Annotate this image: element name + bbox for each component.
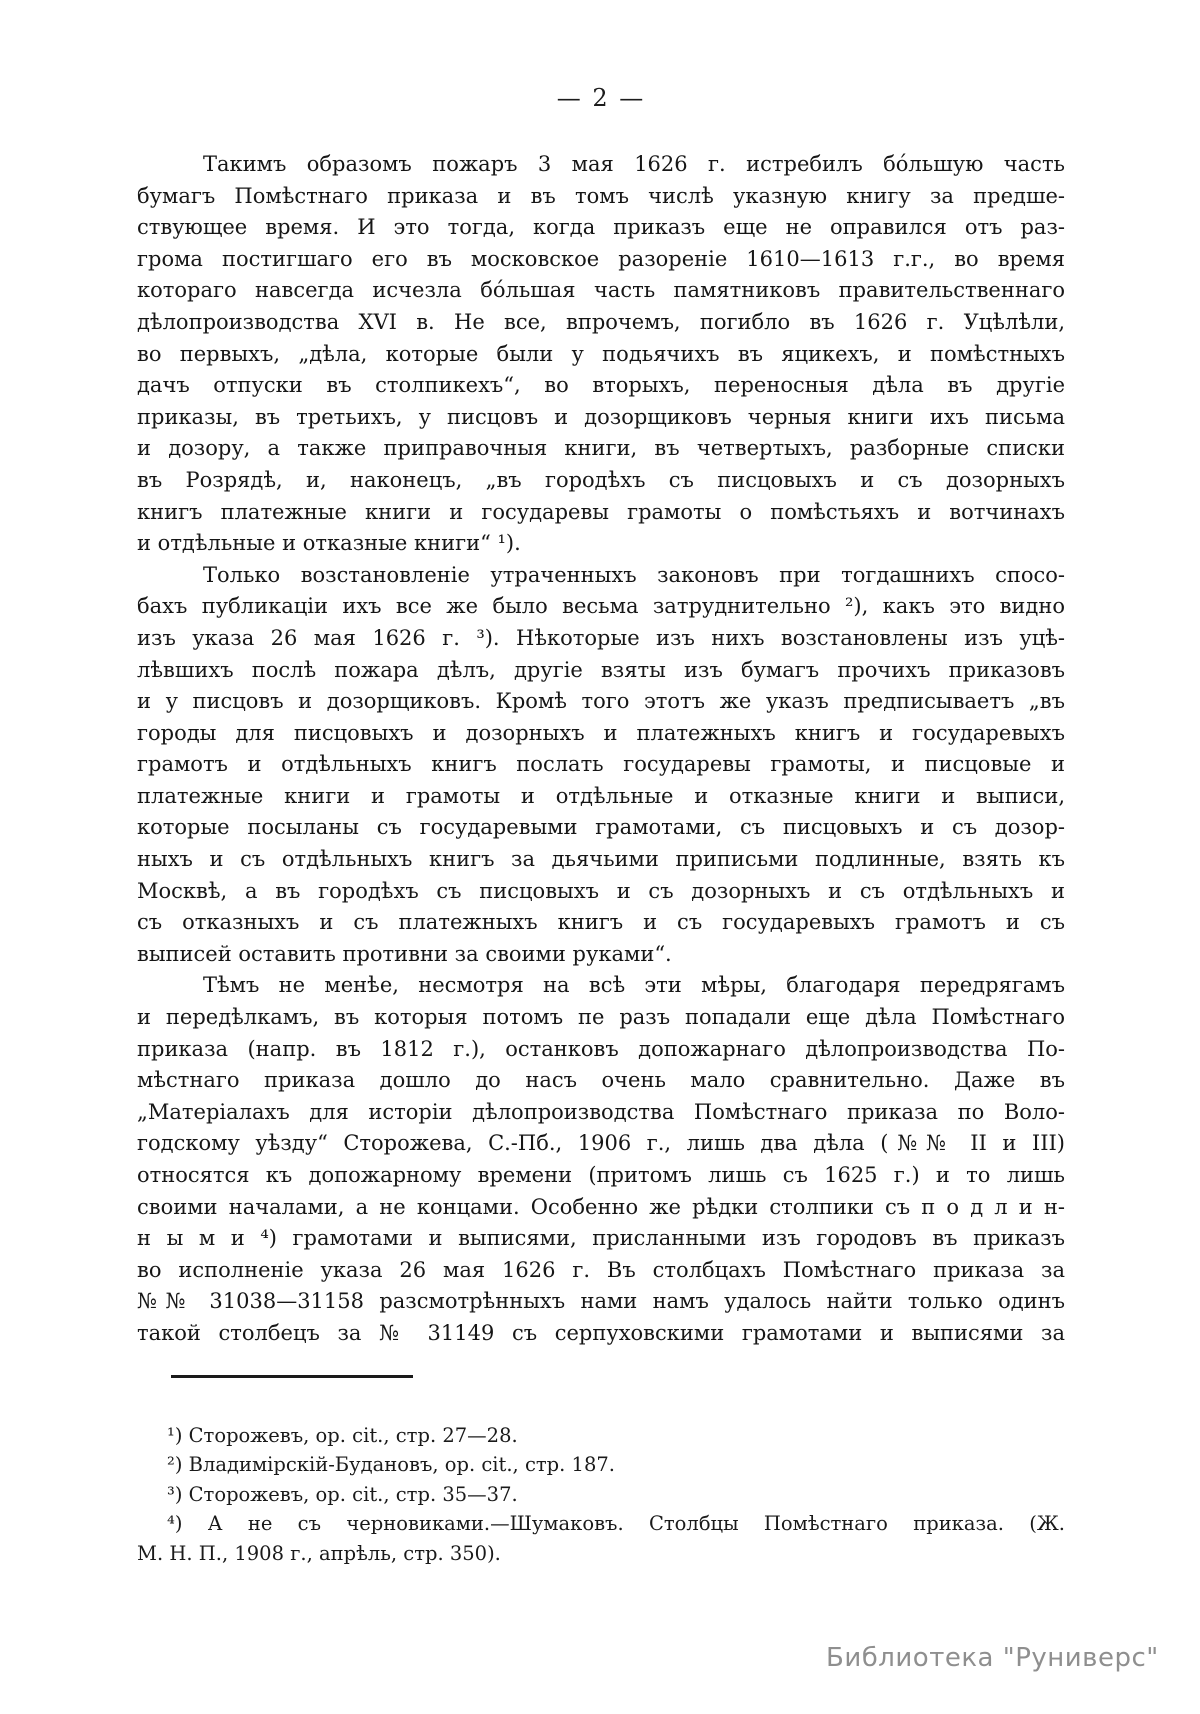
text-line: платежные книги и грамоты и отдѣльные и отказные книги и выписи, bbox=[137, 783, 1065, 808]
text-line: съ отказныхъ и съ платежныхъ книгъ и съ государевыхъ грамотъ и съ bbox=[137, 910, 1065, 935]
text-line: изъ указа 26 мая 1626 г. ³). Нѣкоторые изъ нихъ возстановлены изъ уцѣ- bbox=[137, 625, 1065, 650]
text-line: выписей оставить противни за своими руками“. bbox=[137, 941, 672, 966]
text-line: во первыхъ, „дѣла, которые были у подьячихъ въ яцикехъ, и помѣстныхъ bbox=[137, 341, 1065, 366]
footnote-line: М. Н. П., 1908 г., апрѣль, стр. 350). bbox=[137, 1541, 501, 1565]
text-line: „Матеріалахъ для исторіи дѣлопроизводства Помѣстнаго приказа по Воло- bbox=[137, 1099, 1065, 1124]
text-line: н ы м и ⁴) грамотами и выписями, присланными изъ городовъ въ приказъ bbox=[137, 1226, 1065, 1251]
text-line: лѣвшихъ послѣ пожара дѣлъ, другіе взяты изъ бумагъ прочихъ приказовъ bbox=[137, 657, 1065, 682]
footnote-line: ³) Сторожевъ, op. cit., стр. 35—37. bbox=[167, 1482, 518, 1506]
text-line: Такимъ образомъ пожаръ 3 мая 1626 г. истребилъ бо́льшую часть bbox=[203, 152, 1065, 176]
footnote-line: ⁴) А не съ черновиками.—Шумаковъ. Столбцы Помѣстнаго приказа. (Ж. bbox=[167, 1512, 1065, 1536]
text-line: въ Розрядѣ, и, наконецъ, „въ городѣхъ съ писцовыхъ и съ дозорныхъ bbox=[137, 467, 1065, 492]
text-line: и передѣлкамъ, въ которыя потомъ пе разъ попадали еще дѣла Помѣстнаго bbox=[137, 1005, 1065, 1030]
text-line: и отдѣльные и отказные книги“ ¹). bbox=[137, 531, 521, 556]
body-text bbox=[137, 149, 1065, 1350]
library-watermark: Библиотека "Руниверс" bbox=[826, 1643, 1159, 1673]
text-line: бахъ публикаціи ихъ все же было весьма затруднительно ²), какъ это видно bbox=[137, 594, 1065, 619]
text-line: городы для писцовыхъ и дозорныхъ и платежныхъ книгъ и государевыхъ bbox=[137, 720, 1065, 745]
text-line: и дозору, а также приправочныя книги, въ четвертыхъ, разборные списки bbox=[137, 436, 1065, 461]
text-line: котораго навсегда исчезла бо́льшая часть памятниковъ правительственнаго bbox=[137, 278, 1065, 303]
text-line: дачъ отпуски въ столпикехъ“, во вторыхъ, переносныя дѣла въ другіе bbox=[137, 373, 1065, 398]
text-line: которые посыланы съ государевыми грамотами, съ писцовыхъ и съ дозор- bbox=[137, 815, 1065, 840]
text-line: мѣстнаго приказа дошло до насъ очень мало сравнительно. Даже въ bbox=[137, 1068, 1065, 1093]
text-line: дѣлопроизводства XVI в. Не все, впрочемъ, погибло въ 1626 г. Уцѣлѣли, bbox=[137, 309, 1065, 334]
footnote-separator bbox=[171, 1375, 413, 1378]
text-line: во исполненіе указа 26 мая 1626 г. Въ столбцахъ Помѣстнаго приказа за bbox=[137, 1257, 1065, 1282]
text-line: своими началами, а не концами. Особенно же рѣдки столпики съ п о д л и н- bbox=[137, 1194, 1065, 1219]
text-line: такой столбецъ за № 31149 съ серпуховскими грамотами и выписями за bbox=[137, 1320, 1065, 1345]
text-line: приказа (напр. въ 1812 г.), останковъ допожарнаго дѣлопроизводства По- bbox=[137, 1036, 1065, 1061]
text-line: и у писцовъ и дозорщиковъ. Кромѣ того этотъ же указъ предписываетъ „въ bbox=[137, 689, 1065, 714]
paragraph-2 bbox=[137, 560, 1065, 971]
footnote-line: ²) Владимірскій-Будановъ, op. cit., стр. 187. bbox=[167, 1453, 615, 1477]
text-line: Тѣмъ не менѣе, несмотря на всѣ эти мѣры, благодаря передрягамъ bbox=[203, 973, 1065, 998]
page-number: — 2 — bbox=[556, 84, 646, 112]
text-line: книгъ платежные книги и государевы грамоты о помѣстьяхъ и вотчинахъ bbox=[137, 499, 1065, 524]
footnote-line: ¹) Сторожевъ, op. cit., стр. 27—28. bbox=[167, 1424, 518, 1447]
text-line: ствующее время. И это тогда, когда приказъ еще не оправился отъ раз- bbox=[137, 215, 1065, 240]
text-line: приказы, въ третьихъ, у писцовъ и дозорщиковъ черныя книги ихъ письма bbox=[137, 404, 1065, 429]
footnotes bbox=[137, 1421, 1065, 1568]
text-line: годскому уѣзду“ Сторожева, С.-Пб., 1906 г., лишь два дѣла (№№ II и III) bbox=[137, 1131, 1065, 1156]
paragraph-1 bbox=[137, 149, 1065, 560]
text-line: грамотъ и отдѣльныхъ книгъ послать государевы грамоты, и писцовые и bbox=[137, 752, 1065, 777]
paragraph-3 bbox=[137, 970, 1065, 1349]
text-line: грома постигшаго его въ московское разореніе 1610—1613 г.г., во время bbox=[137, 246, 1065, 271]
text-line: Москвѣ, а въ городѣхъ съ писцовыхъ и съ дозорныхъ и съ отдѣльныхъ и bbox=[137, 878, 1065, 903]
text-line: Только возстановленіе утраченныхъ законовъ при тогдашнихъ спосо- bbox=[203, 562, 1065, 587]
text-line: №№ 31038—31158 разсмотрѣнныхъ нами намъ удалось найти только одинъ bbox=[137, 1289, 1065, 1314]
text-line: ныхъ и съ отдѣльныхъ книгъ за дьячьими приписьми подлинные, взять къ bbox=[137, 847, 1065, 872]
text-line: бумагъ Помѣстнаго приказа и въ томъ числѣ указную книгу за предше- bbox=[137, 183, 1065, 208]
text-line: относятся къ допожарному времени (притомъ лишь съ 1625 г.) и то лишь bbox=[137, 1163, 1065, 1187]
